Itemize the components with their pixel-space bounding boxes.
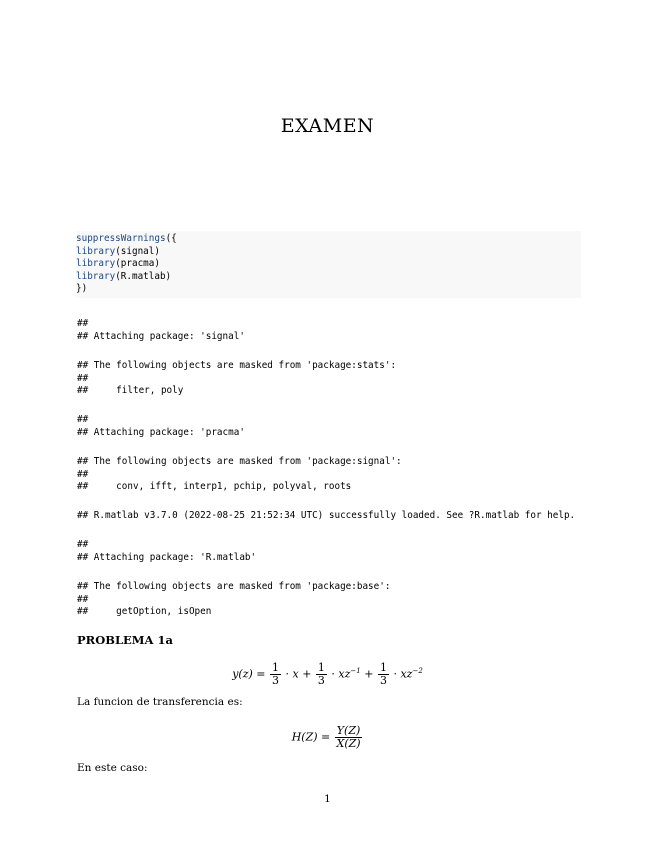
- output-line: ## The following objects are masked from 'package:stats':: [77, 360, 397, 371]
- code-args: }): [76, 283, 88, 295]
- document-title: EXAMEN: [280, 115, 375, 137]
- fraction-numerator: Y(Z): [336, 724, 361, 737]
- output-block: [77, 318, 245, 343]
- output-line: ##: [77, 318, 89, 329]
- output-line: ## getOption, isOpen: [77, 606, 212, 618]
- code-block: [76, 231, 581, 298]
- exponent: −2: [412, 666, 423, 675]
- paragraph: La funcion de transferencia es:: [77, 696, 243, 708]
- equation-transfer-function: [0, 725, 655, 750]
- fraction: [270, 662, 281, 687]
- fraction: [316, 662, 327, 687]
- plus-sign: +: [360, 667, 374, 681]
- equation-term: · xz: [393, 667, 413, 681]
- fraction-numerator: 1: [317, 661, 325, 674]
- fraction: [335, 725, 363, 750]
- output-block: [77, 581, 390, 619]
- output-line: ## conv, ifft, interp1, pchip, polyval, roots: [77, 481, 352, 493]
- output-line: ##: [77, 468, 89, 480]
- output-line: ##: [77, 414, 89, 425]
- code-lines: [76, 233, 177, 296]
- output-line: ## Attaching package: 'R.matlab': [77, 551, 257, 563]
- fraction-denominator: X(Z): [336, 737, 361, 750]
- code-args: (pracma): [115, 258, 160, 270]
- output-line: ## Attaching package: 'signal': [77, 330, 245, 342]
- fraction: [378, 662, 389, 687]
- output-block: [77, 414, 245, 439]
- output-line: ##: [77, 372, 89, 384]
- output-block: [77, 456, 402, 494]
- code-args: ({: [165, 233, 177, 244]
- output-line: ## R.matlab v3.7.0 (2022-08-25 21:52:34 UTC) successfully loaded. See ?R.matlab for help.: [77, 510, 576, 521]
- fraction-numerator: 1: [272, 661, 279, 674]
- output-block: [77, 360, 396, 398]
- code-function: library: [76, 245, 116, 257]
- equation-lhs: y(z) =: [232, 667, 266, 681]
- equation-term: · x +: [285, 667, 312, 681]
- paragraph: En este caso:: [77, 762, 148, 774]
- output-line: ## filter, poly: [77, 385, 184, 397]
- equation-output: [0, 662, 655, 687]
- code-line: [76, 283, 87, 294]
- code-function: library: [76, 258, 116, 270]
- code-line: [76, 258, 160, 269]
- code-args: (R.matlab): [115, 270, 172, 282]
- equation-term: · xz: [331, 667, 351, 681]
- code-line: [76, 233, 177, 244]
- fraction-numerator: 1: [379, 661, 387, 674]
- fraction-denominator: 3: [317, 674, 325, 687]
- output-line: ##: [77, 539, 89, 550]
- output-line: ## The following objects are masked from 'package:base':: [77, 581, 391, 592]
- output-block: [77, 510, 575, 523]
- output-block: [77, 539, 256, 564]
- code-function: suppressWarnings: [76, 233, 166, 244]
- code-line: [76, 271, 171, 282]
- code-line: [76, 246, 160, 257]
- output-line: ## The following objects are masked from 'package:signal':: [77, 456, 402, 467]
- code-function: library: [76, 270, 116, 282]
- output-line: ## Attaching package: 'pracma': [77, 426, 245, 438]
- fraction-denominator: 3: [272, 674, 279, 687]
- fraction-denominator: 3: [379, 674, 387, 687]
- output-line: ##: [77, 593, 89, 605]
- page-number: 1: [324, 793, 331, 805]
- exponent: −1: [350, 666, 361, 675]
- equation-lhs: H(Z) =: [291, 730, 331, 744]
- code-args: (signal): [115, 245, 160, 257]
- section-heading: PROBLEMA 1a: [77, 633, 173, 647]
